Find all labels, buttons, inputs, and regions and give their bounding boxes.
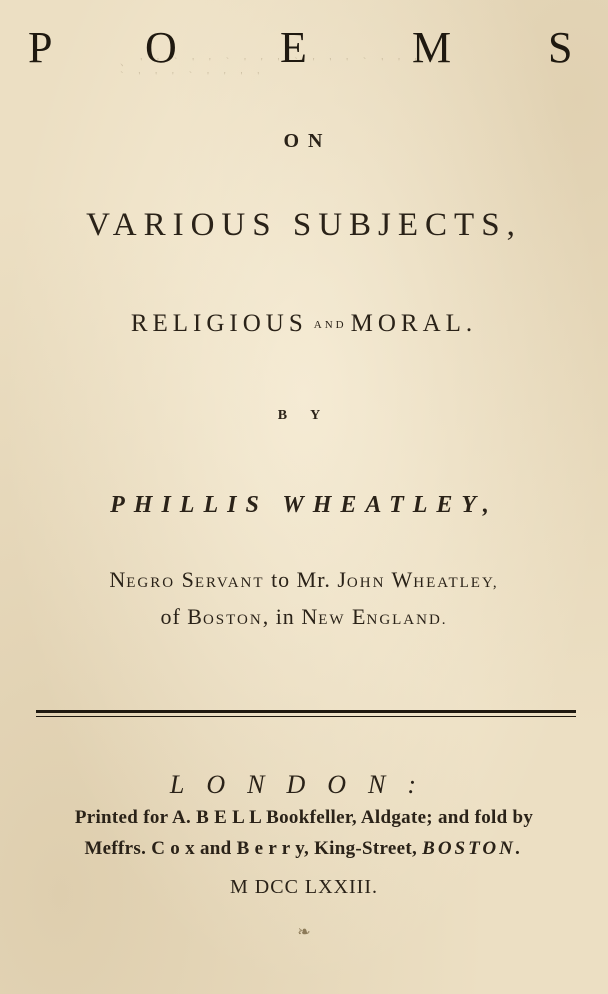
imprint-bell: B E L L bbox=[196, 807, 262, 828]
boston-part: of bbox=[160, 604, 188, 629]
imprint-printed-line bbox=[0, 807, 608, 829]
servant-part: W bbox=[385, 567, 414, 592]
title-letter: O bbox=[145, 23, 177, 72]
author-name: PHILLIS WHEATLEY, bbox=[110, 492, 498, 518]
servant-part: to Mr. bbox=[264, 567, 338, 592]
servant-part: EGRO bbox=[126, 575, 176, 591]
servant-part: S bbox=[175, 567, 195, 592]
imprint-part: Bookfeller, Aldgate; and fold by bbox=[261, 807, 534, 828]
imprint-part: and bbox=[194, 838, 237, 859]
title-letter: E bbox=[280, 23, 307, 72]
imprint-cox: C o x bbox=[151, 838, 195, 859]
subject-line: VARIOUS SUBJECTS, bbox=[86, 207, 522, 243]
servant-part: ERVANT bbox=[194, 575, 265, 591]
servant-part: HEATLEY, bbox=[413, 575, 499, 591]
subtitle-word-moral: MORAL. bbox=[350, 310, 478, 337]
servant-part: N bbox=[109, 567, 127, 592]
boston-line bbox=[0, 604, 608, 630]
boston-part: N bbox=[301, 604, 319, 629]
boston-part: B bbox=[187, 604, 203, 629]
imprint-berry: B e r r y bbox=[236, 838, 304, 859]
show-through-bleed: ､ ' ' ` ' ' ` ' ' ' ` ' ' ' ` ' ' ' ' ` ' ' ' ` ' ' ' ' bbox=[120, 56, 440, 82]
servant-part: J bbox=[337, 567, 347, 592]
title-letter: S bbox=[548, 23, 573, 72]
double-rule-thick bbox=[36, 710, 576, 713]
boston-part: E bbox=[345, 604, 367, 629]
boston-part: EW bbox=[318, 612, 346, 628]
imprint-part: , King-Street, bbox=[304, 838, 423, 859]
imprint-boston: BOSTON. bbox=[422, 838, 524, 859]
boston-part: OSTON bbox=[202, 612, 263, 628]
servant-line bbox=[0, 567, 608, 593]
by-line: B Y bbox=[277, 408, 331, 423]
subtitle-line bbox=[0, 310, 608, 338]
title-letter: P bbox=[28, 23, 53, 72]
boston-part: , in bbox=[262, 604, 302, 629]
boston-part: NGLAND. bbox=[366, 612, 448, 628]
title-poems bbox=[0, 22, 608, 82]
imprint-date: M DCC LXXIII. bbox=[230, 876, 378, 898]
subtitle-word-religious: RELIGIOUS bbox=[130, 310, 308, 337]
title-letter: M bbox=[412, 23, 452, 72]
servant-part: OHN bbox=[346, 575, 386, 591]
imprint-part: Meffrs. bbox=[84, 838, 152, 859]
imprint-city: LONDON: bbox=[169, 770, 439, 799]
imprint-part: Printed for A. bbox=[74, 807, 197, 828]
imprint-messrs-line bbox=[0, 838, 608, 860]
double-rule-thin bbox=[36, 716, 576, 717]
subtitle-and: AND bbox=[313, 319, 347, 331]
flourish-icon: ❧ bbox=[297, 924, 311, 941]
on-line: O N bbox=[283, 130, 325, 152]
